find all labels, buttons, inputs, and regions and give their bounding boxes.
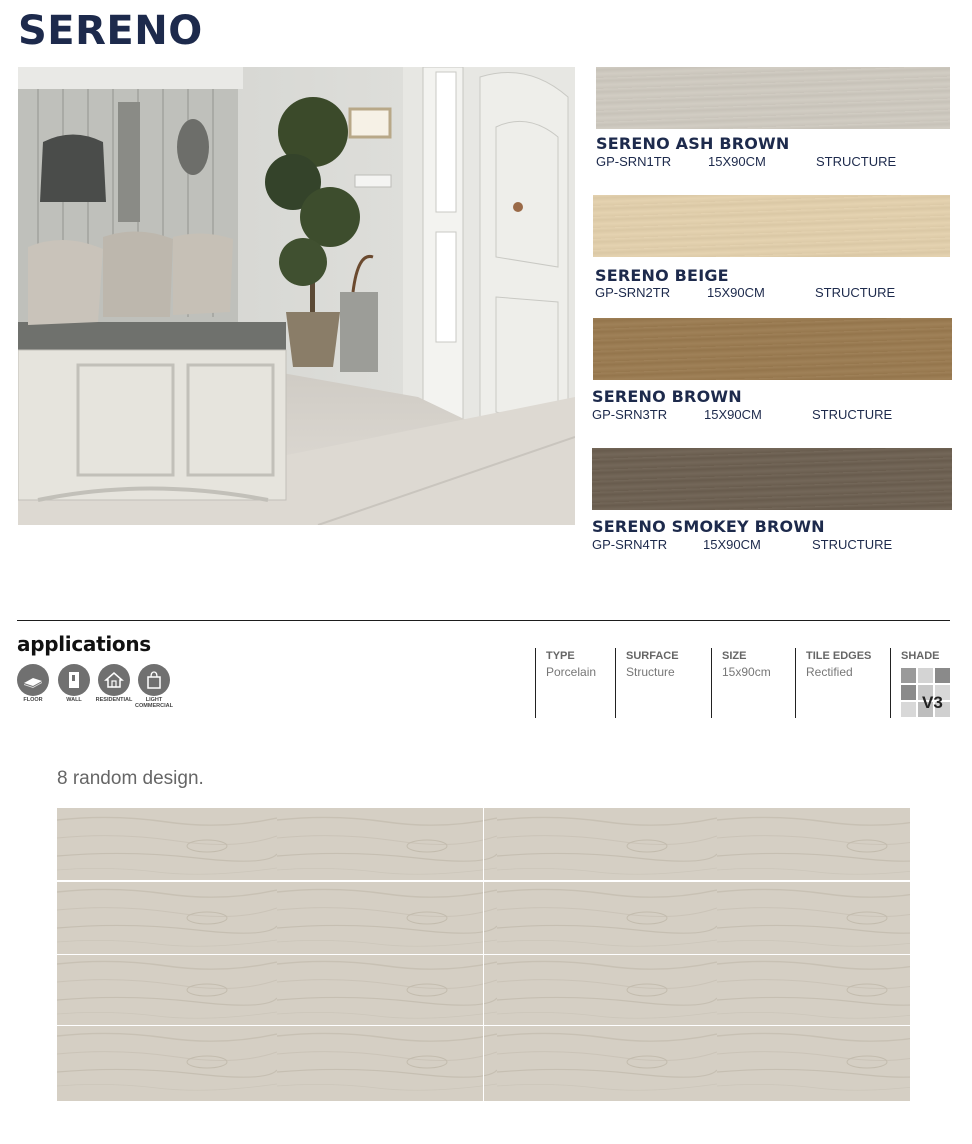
tile (57, 1026, 483, 1101)
tile (57, 882, 483, 954)
spec-label: SIZE (722, 650, 747, 662)
product-code: GP-SRN1TR (596, 154, 672, 169)
app-label: LIGHT COMMERCIAL (135, 697, 173, 709)
product-code: GP-SRN2TR (595, 285, 671, 300)
product-name: SERENO BEIGE (595, 266, 729, 285)
product-finish: STRUCTURE (812, 537, 893, 552)
shopping-bag-icon (138, 664, 170, 696)
spec-value: Porcelain (546, 665, 597, 679)
tile (484, 808, 910, 880)
product-name: SERENO ASH BROWN (596, 134, 790, 153)
random-tile-layout (57, 808, 910, 1101)
house-icon (98, 664, 130, 696)
app-label: RESIDENTIAL (95, 697, 133, 703)
product-size: 15X90CM (708, 154, 766, 169)
spec-size (711, 648, 794, 718)
room-scene-image (18, 67, 575, 525)
applications-title: applications (17, 632, 151, 656)
spec-label: SURFACE (626, 650, 679, 662)
product-size: 15X90CM (703, 537, 761, 552)
product-finish: STRUCTURE (816, 154, 897, 169)
product-code: GP-SRN4TR (592, 537, 668, 552)
app-label: FLOOR (23, 697, 43, 703)
tile (484, 1026, 910, 1101)
swatch-beige (593, 195, 950, 257)
product-name: SERENO BROWN (592, 387, 742, 406)
product-size: 15X90CM (707, 285, 765, 300)
tile (57, 808, 483, 880)
product-finish: STRUCTURE (812, 407, 893, 422)
section-divider (17, 620, 950, 621)
wall-icon (58, 664, 90, 696)
spec-tile-edges (795, 648, 890, 718)
spec-type (535, 648, 614, 718)
product-code: GP-SRN3TR (592, 407, 668, 422)
spec-value: 15x90cm (722, 665, 771, 679)
product-finish: STRUCTURE (815, 285, 896, 300)
tile-grid (57, 808, 910, 1101)
swatch-smokey-brown (592, 448, 952, 510)
spec-value: Structure (626, 665, 675, 679)
floor-icon (17, 664, 49, 696)
random-design-caption: 8 random design. (57, 768, 204, 789)
spec-label: TILE EDGES (806, 650, 872, 662)
spec-label: SHADE (901, 650, 940, 662)
tile (484, 882, 910, 954)
swatch-ash-brown (596, 67, 950, 129)
product-name: SERENO SMOKEY BROWN (592, 517, 825, 536)
tile (484, 955, 910, 1025)
spec-value: Rectified (806, 665, 853, 679)
shade-value: V3 (922, 693, 943, 712)
tile (57, 955, 483, 1025)
product-size: 15X90CM (704, 407, 762, 422)
spec-surface (615, 648, 710, 718)
page-title: SERENO (18, 8, 203, 54)
swatch-brown (593, 318, 952, 380)
app-label: WALL (66, 697, 82, 703)
spec-label: TYPE (546, 650, 575, 662)
